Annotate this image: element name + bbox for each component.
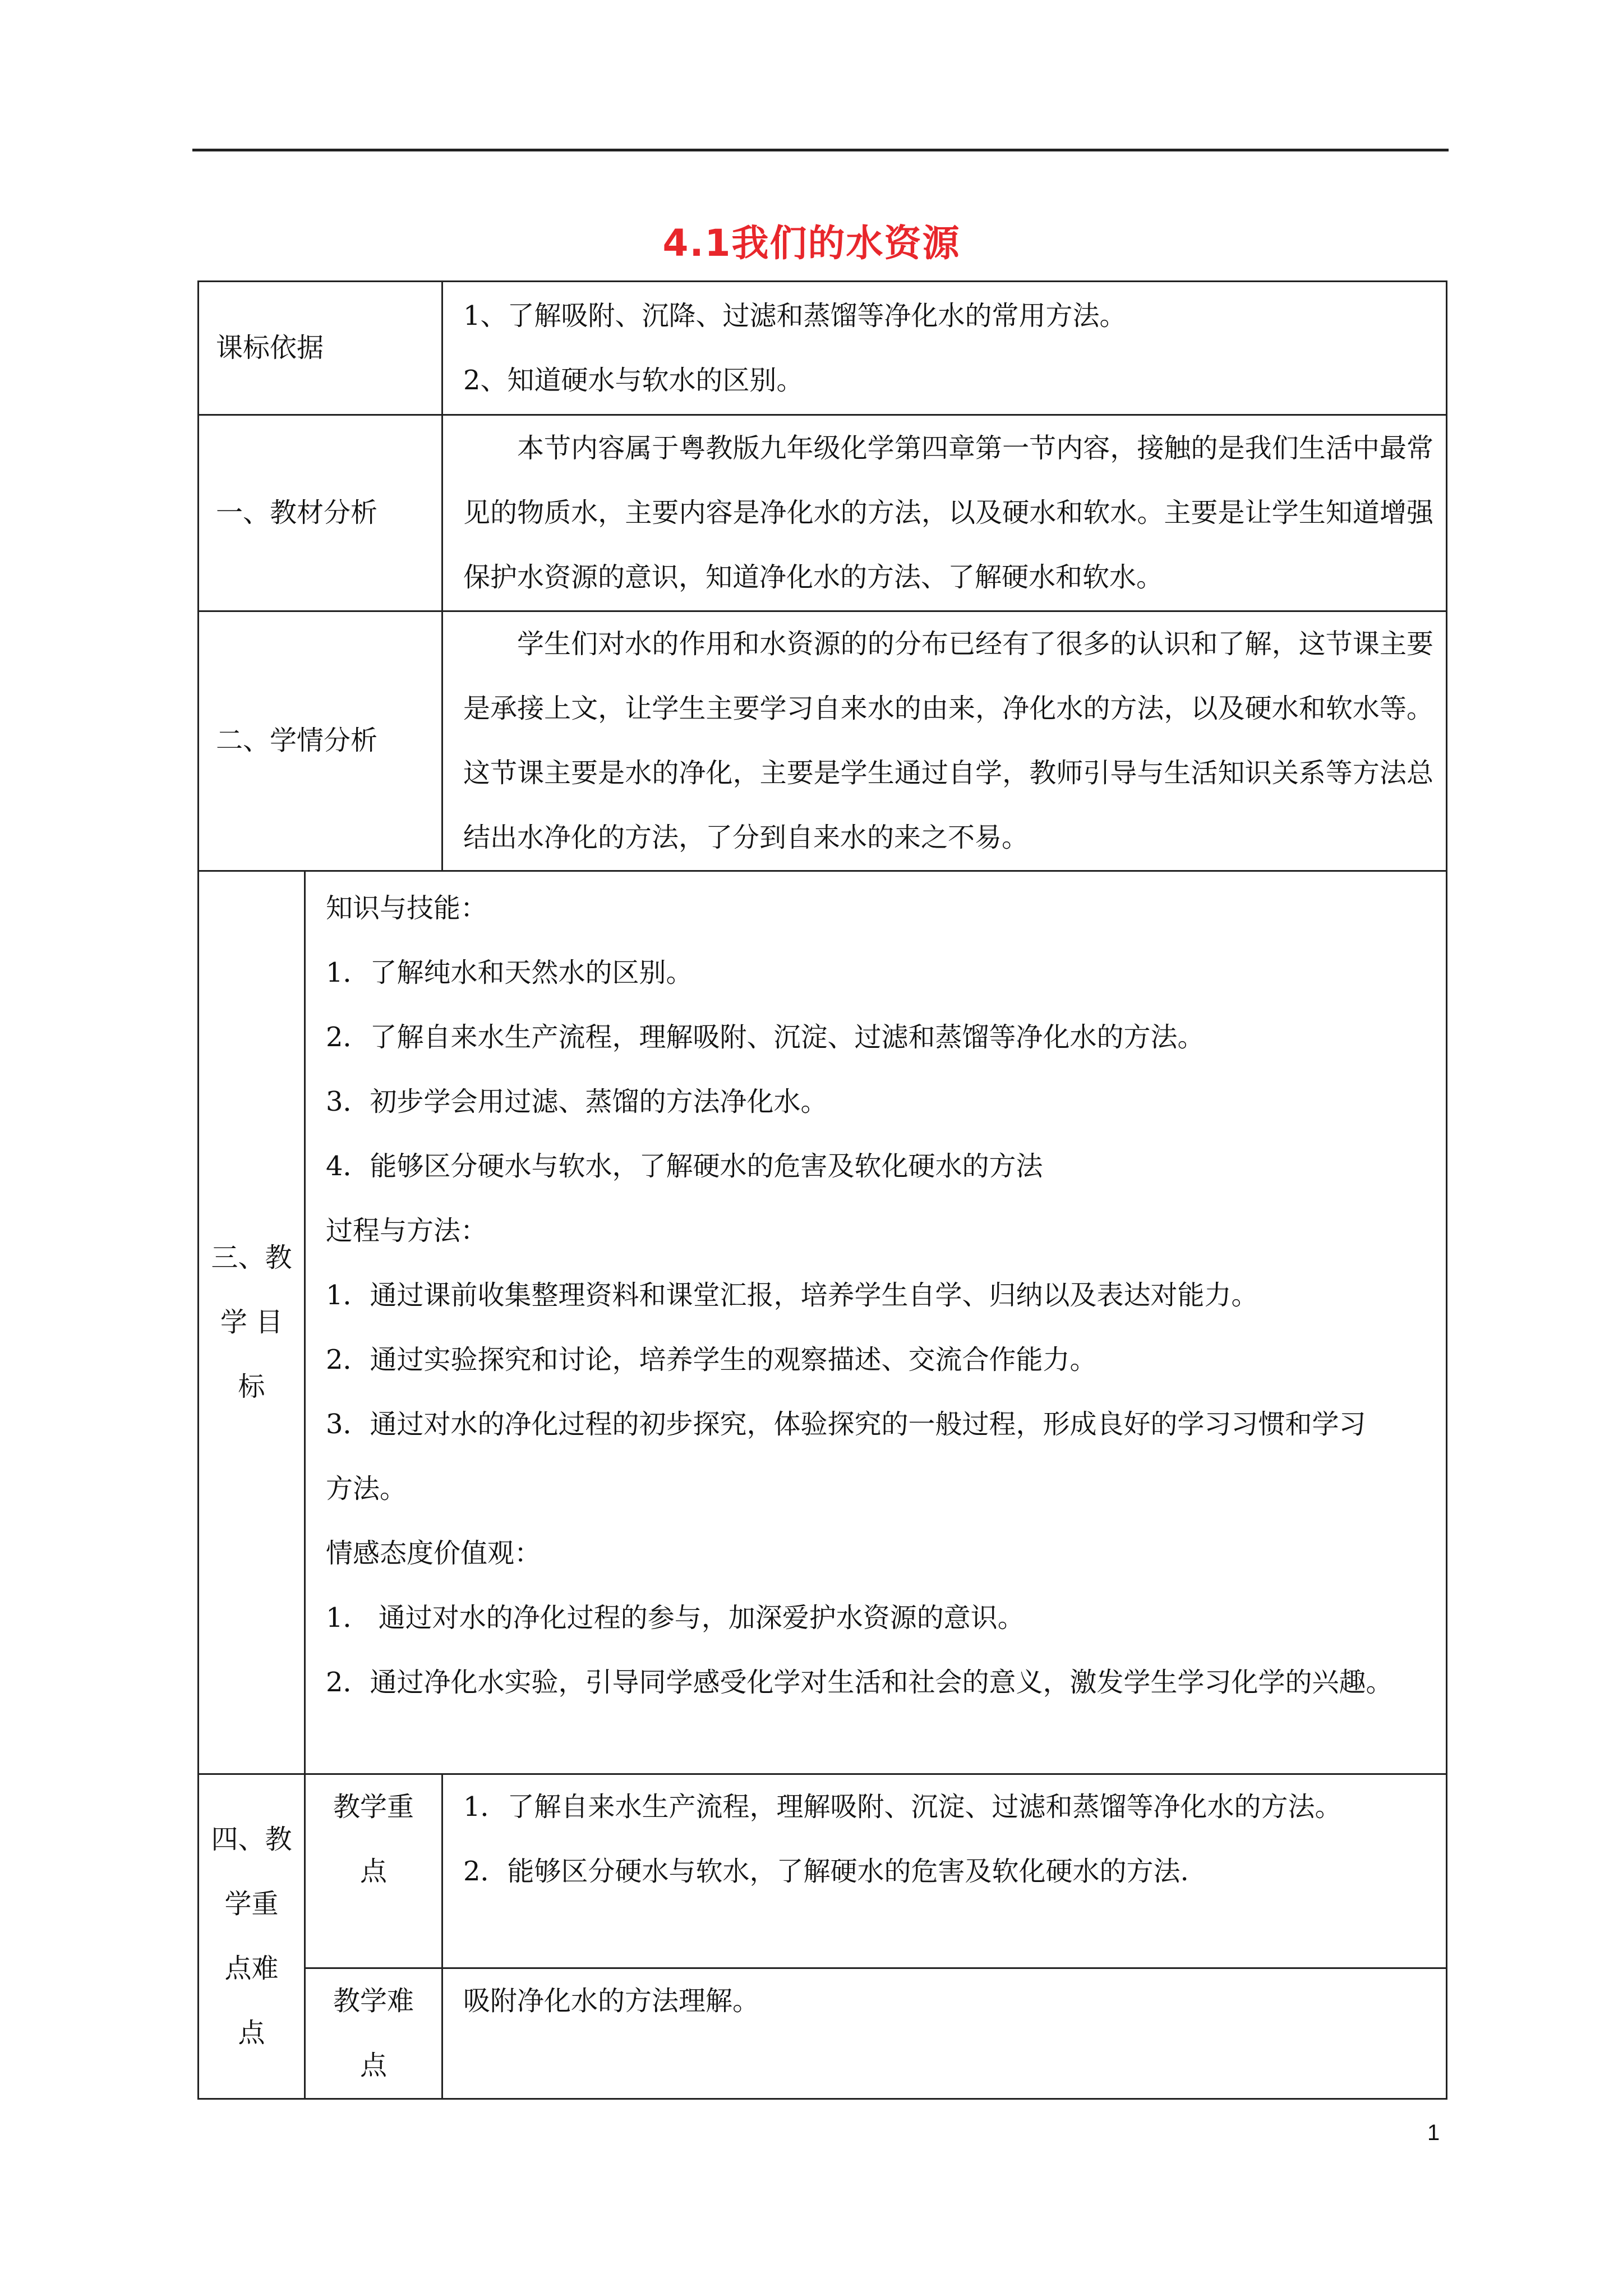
goal-line: 4．能够区分硬水与软水，了解硬水的危害及软化硬水的方法 (326, 1151, 1043, 1182)
curriculum-line: 2、知道硬水与软水的区别。 (463, 364, 804, 396)
difficulty-content (442, 1968, 1447, 2099)
curriculum-label: 课标依据 (199, 282, 442, 415)
teaching-goals-label (199, 871, 305, 1774)
row-key-points-difficulty (199, 1968, 1447, 2099)
curriculum-line: 1、了解吸附、沉降、过滤和蒸馏等净化水的常用方法。 (463, 300, 1127, 332)
row-student-analysis (199, 611, 1447, 871)
lesson-plan-table (197, 280, 1447, 2100)
focus-line: 1．了解自来水生产流程，理解吸附、沉淀、过滤和蒸馏等净化水的方法。 (463, 1791, 1342, 1823)
difficulty-label-line: 点 (360, 2050, 388, 2081)
key-points-label-line: 学重 (224, 1888, 279, 1920)
page-number: 1 (1427, 2120, 1440, 2145)
difficulty-line: 吸附净化水的方法理解。 (463, 1985, 760, 2017)
row-key-points-focus (199, 1774, 1447, 1968)
goal-line: 方法。 (326, 1473, 407, 1504)
goal-line: 1．通过课前收集整理资料和课堂汇报，培养学生自学、归纳以及表达对能力。 (326, 1280, 1258, 1311)
difficulty-label (305, 1968, 442, 2099)
teaching-goals-label-line: 三、教 (211, 1242, 292, 1273)
key-points-label-line: 点 (238, 2017, 265, 2049)
key-points-label (199, 1774, 305, 2099)
goal-line: 3．通过对水的净化过程的初步探究，体验探究的一般过程，形成良好的学习习惯和学习 (326, 1409, 1366, 1440)
key-points-label-line: 点难 (224, 1953, 279, 1984)
teaching-goals-label-line: 标 (238, 1371, 265, 1402)
header-rule (192, 149, 1449, 151)
student-analysis-content (442, 611, 1447, 871)
teaching-goals-content (305, 871, 1447, 1774)
goal-line: 3．初步学会用过滤、蒸馏的方法净化水。 (326, 1086, 828, 1117)
teaching-goals-label-line: 学 目 (220, 1306, 283, 1338)
row-curriculum (199, 282, 1447, 415)
goal-line: 2．通过实验探究和讨论，培养学生的观察描述、交流合作能力。 (326, 1344, 1097, 1375)
focus-label (305, 1774, 442, 1968)
goal-line: 2．通过净化水实验，引导同学感受化学对生活和社会的意义，激发学生学习化学的兴趣。 (326, 1667, 1393, 1698)
goal-line: 1．了解纯水和天然水的区别。 (326, 957, 693, 988)
textbook-analysis-content (442, 415, 1447, 611)
textbook-analysis-text: 本节内容属于粤教版九年级化学第四章第一节内容，接触的是我们生活中最常见的物质水，主要内容是净化水的方法，以及硬水和软水。主要是让学生知道增强保护水资源的意识，知道净化水的方法、了解硬水和软水。 (463, 432, 1434, 593)
goal-line: 过程与方法： (326, 1215, 488, 1246)
page-title: 4.1我们的水资源 (662, 222, 961, 265)
row-textbook-analysis (199, 415, 1447, 611)
goal-line: 情感态度价值观： (326, 1538, 542, 1569)
curriculum-content (442, 282, 1447, 415)
difficulty-label-line: 教学难 (333, 1985, 414, 2017)
key-points-label-line: 四、教 (211, 1824, 292, 1855)
focus-content (442, 1774, 1447, 1968)
focus-line: 2．能够区分硬水与软水，了解硬水的危害及软化硬水的方法. (463, 1856, 1189, 1887)
goal-line: 知识与技能： (326, 892, 488, 924)
student-analysis-text: 学生们对水的作用和水资源的的分布已经有了很多的认识和了解，这节课主要是承接上文，让学生主要学习自来水的由来，净化水的方法，以及硬水和软水等。这节课主要是水的净化，主要是学生通过自学，教师引导与生活知识关系等方法总结出水净化的方法，了分到自来水的来之不易。 (463, 628, 1434, 853)
student-analysis-label: 二、学情分析 (199, 611, 442, 871)
textbook-analysis-label: 一、教材分析 (199, 415, 442, 611)
goal-line: 2．了解自来水生产流程，理解吸附、沉淀、过滤和蒸馏等净化水的方法。 (326, 1022, 1205, 1053)
focus-label-line: 教学重 (333, 1791, 414, 1823)
row-teaching-goals (199, 871, 1447, 1774)
goal-line: 1． 通过对水的净化过程的参与，加深爱护水资源的意识。 (326, 1602, 1025, 1634)
focus-label-line: 点 (360, 1856, 388, 1887)
